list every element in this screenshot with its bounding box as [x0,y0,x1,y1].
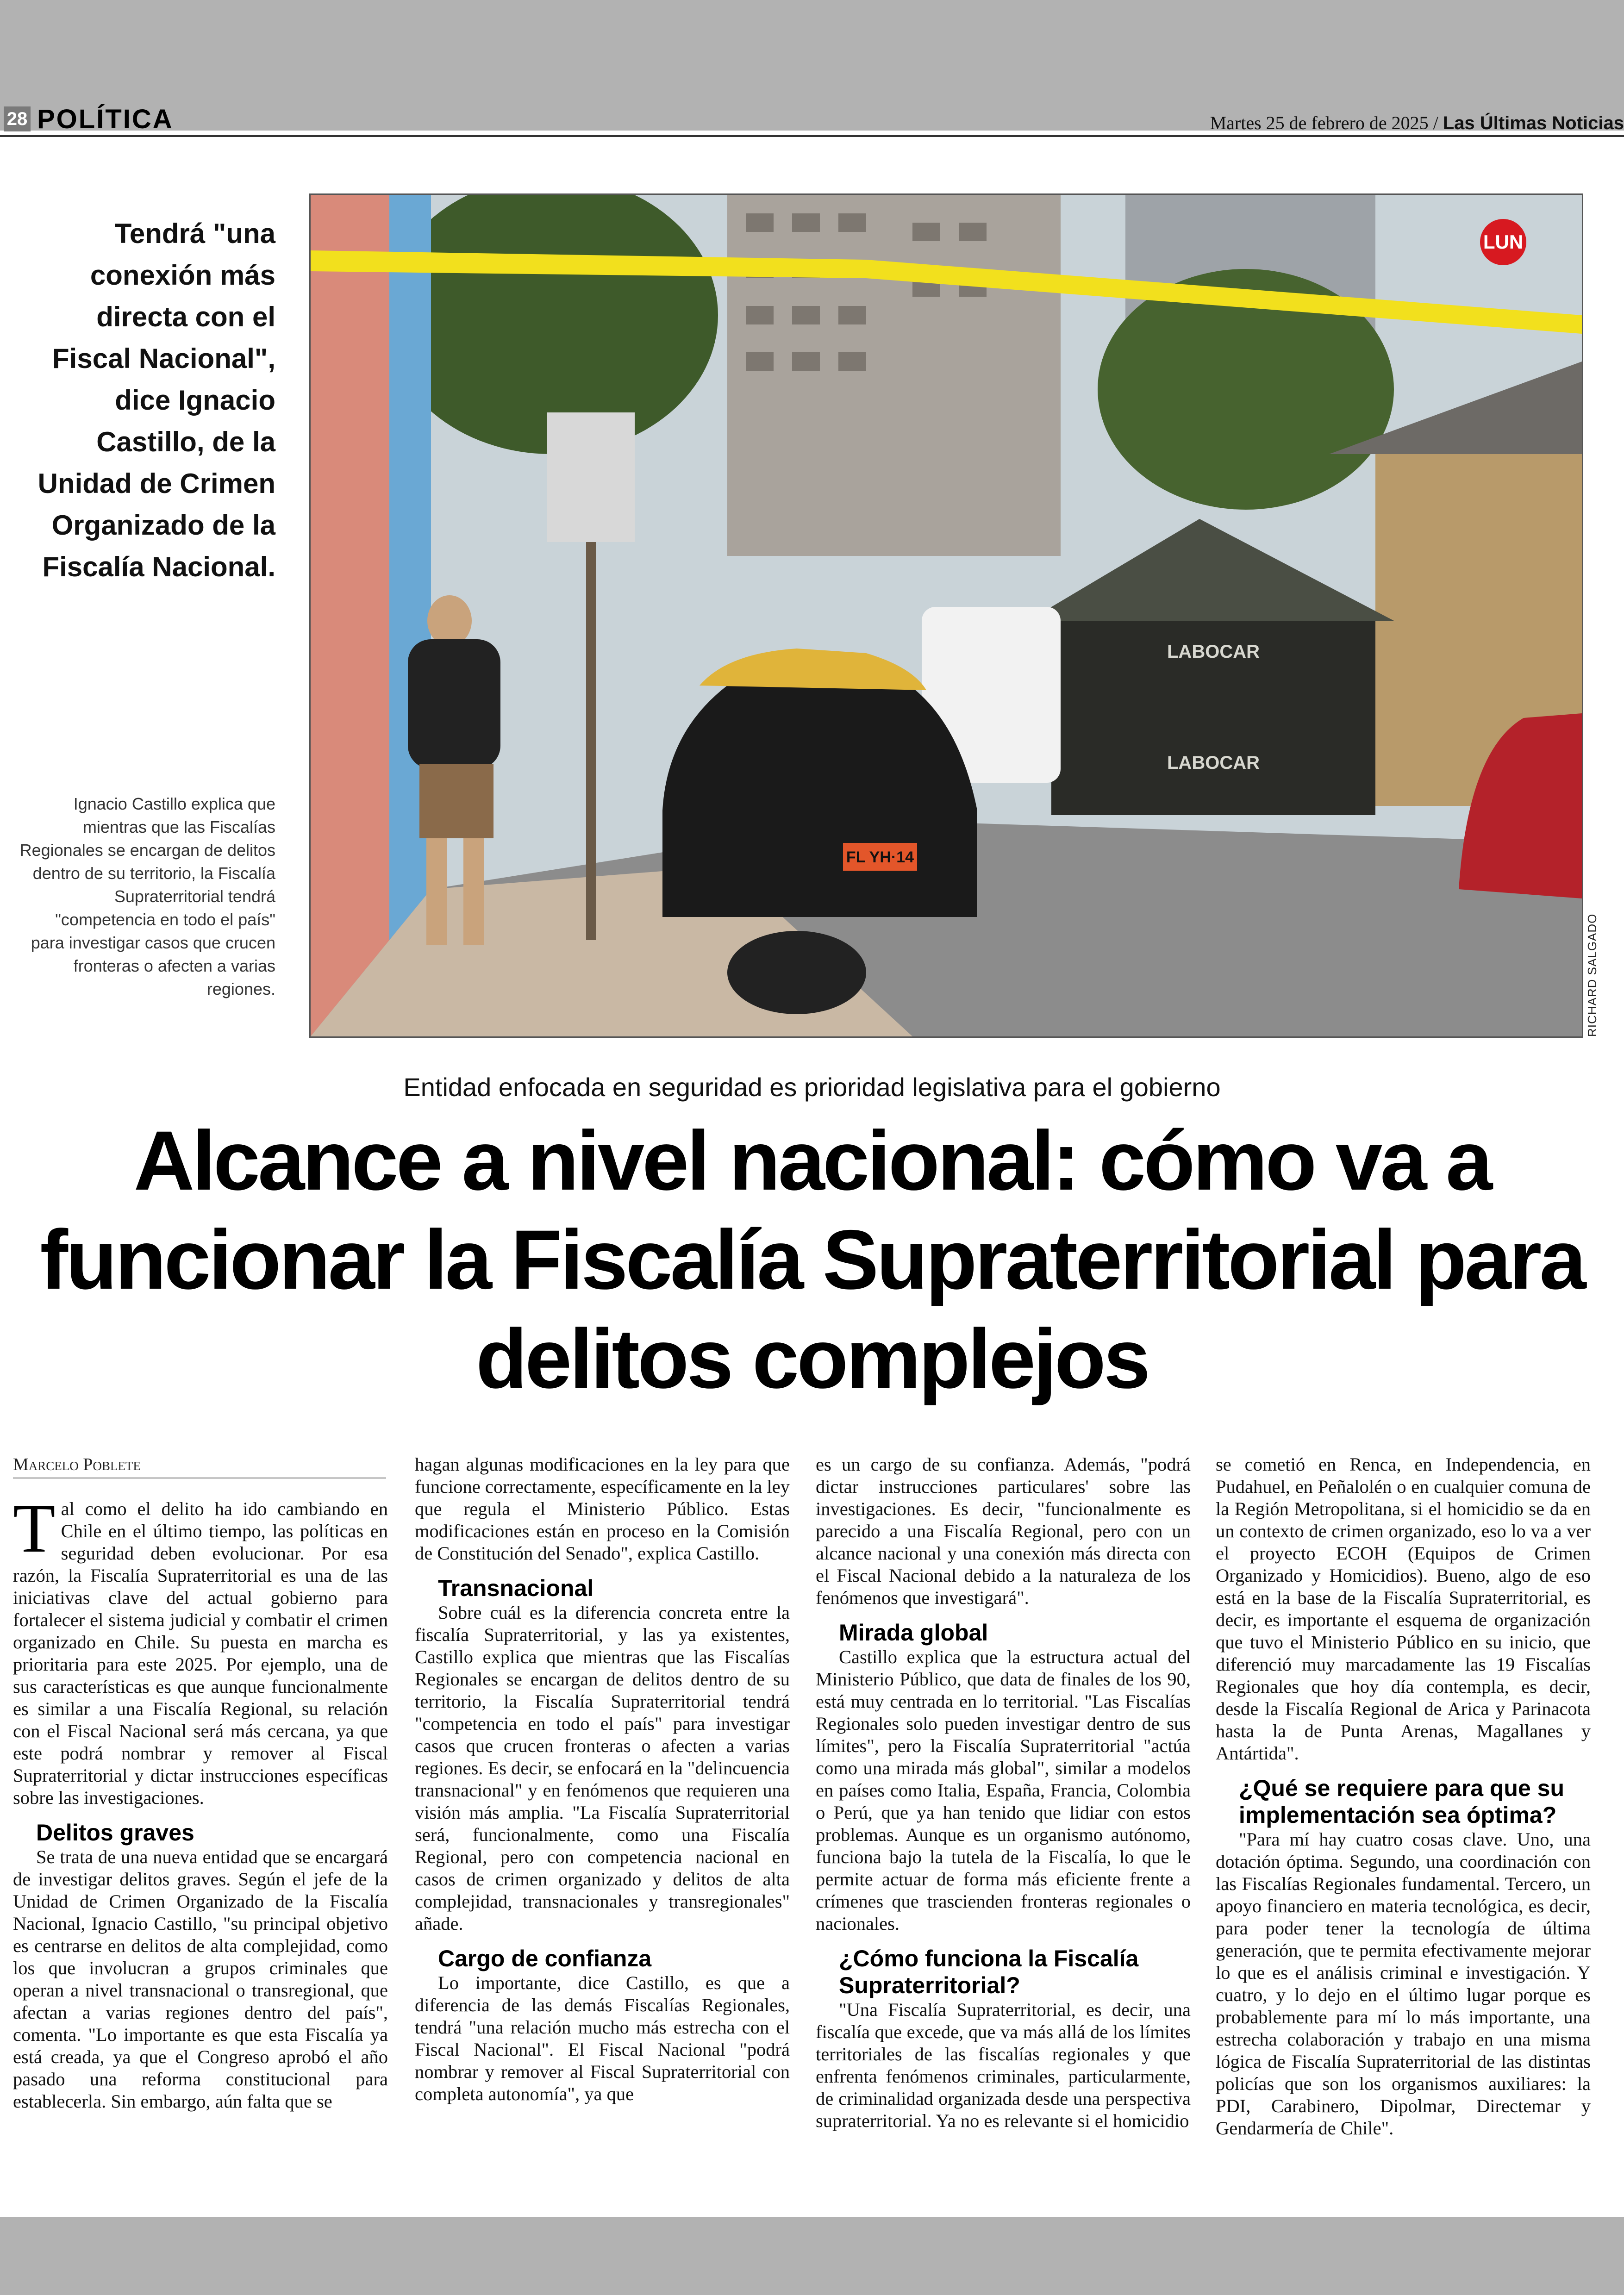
paragraph: Sobre cuál es la diferencia concreta entre la fiscalía Supraterritorial, y las ya existentes, Castillo explica que mientras que las Fiscalías Regionales se encargan de delitos dentro de su territorio, la Fiscalía Supraterritorial tendrá "competencia en todo el país" para investigar casos que crucen fronteras o afecten a varias regiones. Es decir, se enfocará en la "delincuencia transnacional" y en fenómenos que requieren una visión más amplia. "La Fiscalía Supraterritorial será, funcionalmente, como una Fiscalía Regional, pero con competencia nacional en casos de crimen organizado y delitos de alta complejidad, transnacionales y transregionales" añade. [415,1602,790,1934]
dateline-separator: / [1433,112,1438,133]
byline: Marcelo Poblete [13,1454,386,1478]
subhead: ¿Cómo funciona la Fiscalía Supraterritorial? [839,1946,1139,1998]
publication-name: Las Últimas Noticias [1443,113,1624,133]
paragraph: "Para mí hay cuatro cosas clave. Uno, una dotación óptima. Segundo, una coordinación con las Fiscalías Regionales fundamental. Tercero, un apoyo financiero en materia tecnológica, es decir, para poder tener la tecnología de última generación, que te permita efectivamente mejorar lo que es el análisis criminal e investigación. Y cuatro, y lo dejo en el último lugar porque es probablemente para mí lo más importante, una estrecha colaboración y trabajo en una misma lógica de Fiscalía Supraterritorial de las distintas policías que son los organismos auxiliares: la PDI, Carabinero, Dipolmar, Directemar y Gendarmería de Chile". [1216,1829,1591,2139]
article-column-1 [13,1490,388,2113]
header-rule [0,135,1624,137]
tent-label-top: LABOCAR [1167,642,1260,662]
paragraph: "Una Fiscalía Supraterritorial, es decir, una fiscalía que excede, que va más allá de los límites territoriales de las fiscalías regionales y que enfrenta fenómenos criminales, particularmente, de criminalidad organizada desde una perspectiva supraterritorial. Ya no es relevante si el homicidio [816,1999,1191,2131]
article-column-2 [415,1453,790,2105]
subhead: Transnacional [438,1575,594,1601]
paragraph: se cometió en Renca, en Independencia, en Pudahuel, en Peñalolén o en cualquier comuna de la Región Metropolitana, si el homicidio se da en un contexto de crimen organizado, eso lo va a ver el proyecto ECOH (Equipos de Crimen Organizado y Homicidios). Bueno, algo de eso está en la base de la Fiscalía Supraterritorial, es decir, es importante el esquema de organización que tuvo el Ministerio Público en su inicio, que diferenció muy marcadamente las 19 Fiscalías Regionales que hoy día contempla, es decir, desde la Fiscalía Regional de Arica y Parinacota hasta la de Punta Arenas, Magallanes y Antártida". [1216,1454,1591,1764]
kicker: Entidad enfocada en seguridad es prioridad legislativa para el gobierno [403,1073,1221,1102]
subhead: ¿Qué se requiere para que su implementación sea óptima? [1239,1775,1565,1828]
photo-caption: Ignacio Castillo explica que mientras que las Fiscalías Regionales se encargan de delitos dentro de su territorio, la Fiscalía Supraterritorial tendrá "competencia en todo el país" para investigar casos que crucen fronteras o afecten a varias regiones. [19,794,275,998]
street-scene-illustration [311,195,1582,1036]
headline: Alcance a nivel nacional: cómo va a funcionar la Fiscalía Supraterritorial para delitos complejos [40,1113,1584,1406]
tent-label-bottom: LABOCAR [1167,753,1260,773]
paragraph: Castillo explica que la estructura actual del Ministerio Público, que data de finales de los 90, está muy centrada en lo territorial. "Las Fiscalías Regionales solo pueden investigar dentro de sus límites", pero la Fiscalía Supraterritorial "actúa como una mirada más global", similar a modelos en países como Italia, España, Francia, Colombia o Perú, que ya han tenido que lidiar con estos problemas. Aunque es un organismo autónomo, funciona bajo la tutela de la Fiscalía, lo que le permite actuar de forma más eficiente frente a crímenes que trascienden fronteras regionales o nacionales. [816,1646,1191,1934]
subhead: Cargo de confianza [438,1946,652,1971]
paragraph: es un cargo de su confianza. Además, "podrá dictar instrucciones particulares' sobre las investigaciones. Es decir, "funcionalmente es parecido a una Fiscalía Regional, pero con un alcance nacional y una conexión más directa con el Fiscal Nacional debido a la naturaleza de los fenómenos que investigará". [816,1454,1191,1608]
pull-quote: Tendrá "una conexión más directa con el Fiscal Nacional", dice Ignacio Castillo, de la Unidad de Crimen Organizado de la Fiscalía Nacional. [37,218,275,582]
paragraph: hagan algunas modificaciones en la ley para que funcione correctamente, específicamente en la ley que regula el Ministerio Público. Estas modificaciones están en proceso en la Comisión de Constitución del Senado", explica Castillo. [415,1454,790,1564]
paragraph: Tal como el delito ha ido cambiando en Chile en el último tiempo, las políticas en seguridad deben evolucionar. Por esa razón, la Fiscalía Supraterritorial es una de las iniciativas clave del actual gobierno para fortalecer el sistema judicial y combatir el crimen organizado en Chile. Su puesta en marcha es prioritaria para este 2025. Por ejemplo, una de sus características es que aunque funcionalmente es similar a una Fiscalía Regional, su relación con el Fiscal Nacional será más cercana, ya que este podrá nombrar y remover al Fiscal Supraterritorial y dictar instrucciones específicas sobre las investigaciones. [13,1490,388,1808]
page-header [0,106,1624,138]
bottom-margin-band [0,2217,1624,2295]
issue-date: Martes 25 de febrero de 2025 [1210,112,1429,133]
subhead: Delitos graves [36,1820,194,1846]
paragraph: Lo importante, dice Castillo, es que a diferencia de las demás Fiscalías Regionales, tendrá "una relación mucho más estrecha con el Fiscal Nacional". El Fiscal Nacional "podrá nombrar y remover al Fiscal Supraterritorial con completa autonomía", ya que [415,1972,790,2104]
photo-credit: RICHARD SALGADO [1585,913,1599,1037]
page-number: 28 [4,106,31,131]
subhead: Mirada global [839,1620,988,1646]
article-column-4 [1216,1453,1591,2139]
section-title: POLÍTICA [37,104,174,134]
drop-cap: T [13,1490,56,1567]
license-plate: FL YH·14 [846,848,914,866]
paragraph: Se trata de una nueva entidad que se encargará de investigar delitos graves. Según el jefe de la Unidad de Crimen Organizado de la Fiscalía Nacional, Ignacio Castillo, "su principal objetivo es centrarse en delitos de alta complejidad, como los que involucran a grupos criminales que operan a nivel transnacional o transregional, que afectan a varias regiones dentro del país", comenta. "Lo importante es que esta Fiscalía ya está creada, ya que el Congreso aprobó el año pasado una reforma constitucional para establecerla. Sin embargo, aún falta que se [13,1846,388,2112]
news-photo [309,193,1583,1038]
article-column-3 [816,1453,1191,2132]
lun-logo: LUN [1480,219,1526,265]
dateline [1210,112,1624,134]
